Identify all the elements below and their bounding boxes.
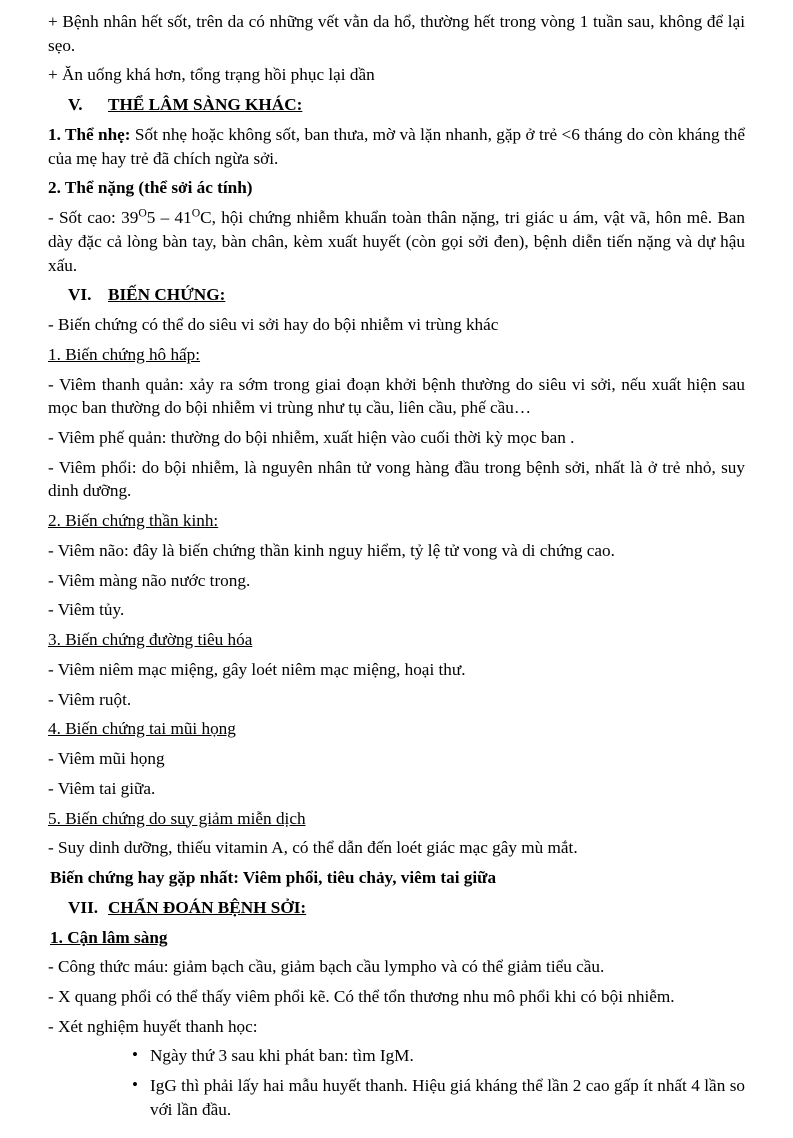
item-1-label: 1. Thể nhẹ:	[48, 124, 131, 144]
complications-summary: Biến chứng hay gặp nhất: Viêm phổi, tiêu chảy, viêm tai giữa	[50, 868, 497, 888]
section-v-item-2-label: 2. Thể nặng (thể sởi ác tính)	[48, 178, 253, 198]
section-heading-v	[48, 93, 745, 117]
section-v-item-1	[48, 123, 745, 170]
respiratory-line-2: - Viêm phế quản: thường do bội nhiễm, xuất hiện vào cuối thời kỳ mọc ban .	[48, 428, 575, 448]
section-v-item-2-text	[48, 206, 745, 277]
subsection-heading-respiratory: 1. Biến chứng hô hấp:	[48, 344, 201, 364]
serology-bullet-list	[48, 1044, 745, 1121]
list-item: • Ngày thứ 3 sau khi phát ban: tìm IgM.	[132, 1044, 745, 1068]
list-item: • IgG thì phải lấy hai mẫu huyết thanh. Hiệu giá kháng thể lần 2 cao gấp ít nhất 4 lần so với lần đầu.	[132, 1074, 745, 1121]
neuro-line-3: - Viêm tủy.	[48, 600, 125, 620]
immune-line-1: - Suy dinh dưỡng, thiếu vitamin A, có thể dẫn đến loét giác mạc gây mù mắt.	[48, 838, 578, 858]
degree-sup-2: O	[191, 206, 201, 220]
digestive-line-2: - Viêm ruột.	[48, 689, 132, 709]
respiratory-line-1: - Viêm thanh quản: xảy ra sớm trong giai đoạn khởi bệnh thường do siêu vi sởi, nếu xuất hiện sau mọc ban thường do bội nhiễm vi trùng như tụ cầu, liên cầu, phế cầu…	[48, 374, 745, 418]
neuro-line-1: - Viêm não: đây là biến chứng thần kinh nguy hiểm, tỷ lệ tử vong và di chứng cao.	[48, 540, 615, 560]
subsection-heading-digestive: 3. Biến chứng đường tiêu hóa	[48, 630, 253, 650]
section-heading-vii	[48, 896, 745, 920]
fever-range-mid: 5 – 41	[146, 208, 192, 228]
digestive-line-1: - Viêm niêm mạc miệng, gây loét niêm mạc miệng, hoại thư.	[48, 659, 466, 679]
section-title-v: THỂ LÂM SÀNG KHÁC:	[108, 95, 303, 115]
paragraph-eating-recovery: + Ăn uống khá hơn, tổng trạng hồi phục lại dần	[48, 65, 375, 85]
section-number-vii: VII.	[68, 897, 99, 917]
degree-sup-1: O	[138, 206, 147, 220]
lab-line-3: - Xét nghiệm huyết thanh học:	[48, 1016, 258, 1036]
subsection-heading-immune: 5. Biến chứng do suy giảm miễn dịch	[48, 808, 306, 828]
fever-range-prefix: - Sốt cao: 39	[48, 208, 139, 228]
lab-line-1: - Công thức máu: giảm bạch cầu, giảm bạch cầu lympho và có thể giảm tiểu cầu.	[48, 957, 605, 977]
lab-line-2: - X quang phổi có thể thấy viêm phổi kẽ. Có thể tổn thương nhu mô phổi khi có bội nhiễm.	[48, 986, 675, 1006]
section-title-vi: BIẾN CHỨNG:	[108, 285, 226, 305]
ent-line-2: - Viêm tai giữa.	[48, 778, 156, 798]
fever-range-rest: C, hội chứng nhiễm khuẩn toàn thân nặng, tri giác u ám, vật vã, hôn mê. Ban dày đặc cả lòng bàn tay, bàn chân, kèm xuất huyết (còn gọi sởi đen), bệnh diễn tiến nặng và dự hậu xấu.	[48, 208, 746, 275]
section-heading-vi	[48, 283, 745, 307]
section-number-vi: VI.	[68, 285, 92, 305]
subsection-heading-ent: 4. Biến chứng tai mũi họng	[48, 719, 236, 739]
neuro-line-2: - Viêm màng não nước trong.	[48, 570, 251, 590]
section-title-vii: CHẨN ĐOÁN BỆNH SỞI:	[108, 897, 307, 917]
subsection-heading-neuro: 2. Biến chứng thần kinh:	[48, 511, 219, 531]
section-vi-intro: - Biến chứng có thể do siêu vi sởi hay do bội nhiễm vi trùng khác	[48, 315, 499, 335]
subsection-heading-lab: 1. Cận lâm sàng	[50, 927, 168, 947]
ent-line-1: - Viêm mũi họng	[48, 749, 165, 769]
respiratory-line-3: - Viêm phổi: do bội nhiễm, là nguyên nhân tử vong hàng đầu trong bệnh sởi, nhất là ở trẻ nhỏ, suy dinh dưỡng.	[48, 457, 745, 501]
section-number-v: V.	[68, 95, 83, 115]
item-1-text: Sốt nhẹ hoặc không sốt, ban thưa, mờ và lặn nhanh, gặp ở trẻ <6 tháng do còn kháng thể của mẹ hay trẻ đã chích ngừa sởi.	[48, 124, 745, 168]
paragraph-fever-recovery: + Bệnh nhân hết sốt, trên da có những vết vằn da hổ, thường hết trong vòng 1 tuần sau, không để lại sẹo.	[48, 12, 745, 55]
